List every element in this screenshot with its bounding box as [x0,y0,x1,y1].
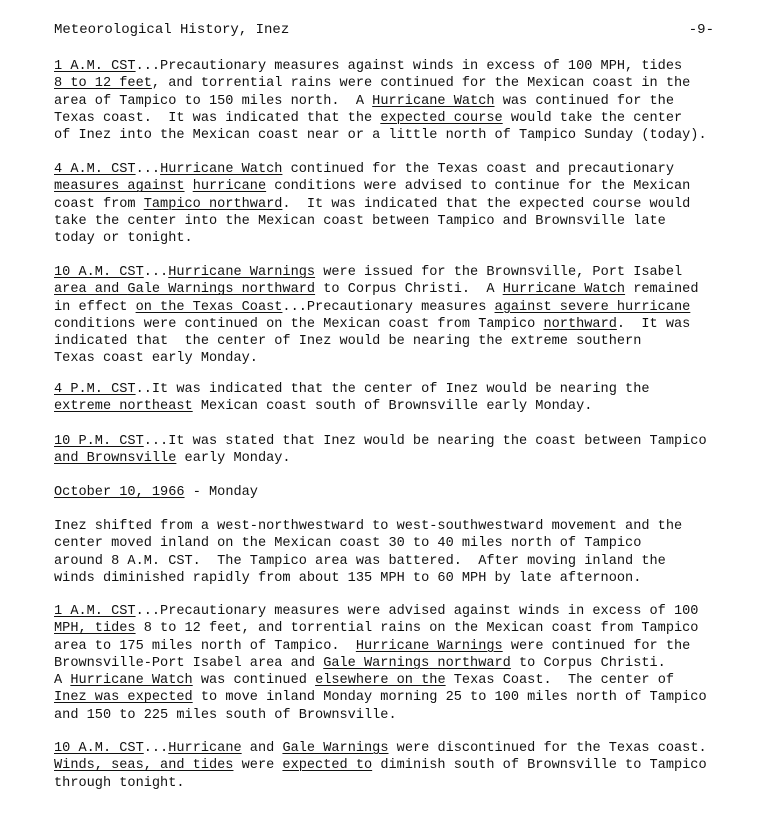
text-segment: . It was [616,316,691,332]
text-line [54,230,734,247]
underlined-text: northward [233,282,316,298]
text-line [54,127,734,144]
text-line [54,518,734,535]
underlined-text: Hurricane Watch [160,162,283,177]
text-segment: to move inland Monday morning 25 to 100 miles north of Tampico [192,690,707,706]
text-segment: Brownsville-Port Isabel area and [54,655,324,671]
text-segment: was continued for the [494,93,674,109]
underlined-text: 1 A.M. CST [54,59,136,74]
underlined-text: Gale Warnings [127,282,234,298]
text-segment: Texas Coast. The center of [445,673,675,689]
paragraph-4am-oct9 [54,161,734,247]
page-header [54,22,714,42]
text-segment: continued for the Texas coast and precautionary [282,162,675,177]
underlined-text: against severe hurricane [494,299,691,315]
text-line [54,316,734,333]
text-line [54,350,734,367]
text-line [54,196,734,213]
text-segment: was continued [192,673,316,689]
underlined-text: and Brownsville [54,451,177,467]
text-line [54,110,734,127]
underlined-text: Hurricane Watch [70,673,193,689]
text-segment: were [233,758,283,774]
text-line [54,178,734,195]
date-heading-oct10 [54,484,734,501]
text-segment: ... [135,162,161,177]
text-segment [185,179,193,194]
underlined-text: Hurricane [168,741,242,756]
paragraph-4pm-oct9 [54,381,734,416]
text-line [54,58,734,75]
text-line [54,689,734,706]
text-line [54,398,734,415]
underlined-text: Winds, seas, and tides [54,758,234,774]
text-segment: winds diminished rapidly from about 135 MPH to 60 MPH by late afternoon. [54,570,642,586]
text-line [54,264,734,281]
text-segment: of Inez into the Mexican coast near or a little north of Tampico Sunday (today). [54,128,707,144]
text-segment: ...Precautionary measures were advised against winds in excess of 100 [135,604,699,619]
underlined-text: expected to [282,758,373,774]
text-segment: Mexican coast south of Brownsville early Monday. [192,399,593,415]
underlined-text: Hurricane Warnings [168,265,316,280]
text-segment: ..It was indicated that the center of Inez would be nearing the [135,382,650,397]
text-line [54,161,734,178]
text-line [54,433,734,450]
text-line [54,672,734,689]
underlined-text: MPH, tides [54,621,136,637]
text-segment: remained [625,282,699,298]
text-line [54,75,734,92]
text-segment: were continued for the [502,638,691,654]
text-line [54,535,734,552]
text-segment: area to 175 miles north of Tampico. [54,638,356,654]
underlined-text: measures against [54,179,185,195]
text-segment: ... [143,265,169,280]
text-segment: through tonight. [54,775,185,791]
text-segment: ...Precautionary measures [282,299,495,315]
underlined-text: 10 A.M. CST [54,741,144,756]
text-segment: diminish south of Brownsville to Tampico [372,758,707,774]
underlined-text: 10 A.M. CST [54,265,144,280]
text-segment: to Corpus Christi. A [315,282,503,298]
text-segment: ...It was stated that Inez would be nearing the coast between Tampico [143,434,707,449]
underlined-text: Inez was expected [54,690,193,706]
text-line [54,707,734,724]
text-segment: - Monday [184,485,258,500]
text-segment: A [54,673,71,689]
text-line [54,553,734,570]
text-segment: Inez shifted from a west-northwestward to west-southwestward movement and the [54,519,683,534]
underlined-text: October 10, 1966 [54,485,185,500]
text-segment: were discontinued for the Texas coast. [388,741,707,756]
text-segment: and 150 to 225 miles south of Brownsville. [54,707,397,723]
text-segment: area of Tampico to 150 miles north. A [54,93,373,109]
text-segment: in effect [54,299,136,315]
text-segment: center moved inland on the Mexican coast 30 to 40 miles north of Tampico [54,536,642,552]
text-line [54,93,734,110]
underlined-text: northward [429,655,511,671]
text-line [54,213,734,230]
text-segment: would take the center [502,110,683,126]
underlined-text: Tampico northward [143,196,283,212]
underlined-text: hurricane [192,179,267,195]
text-segment: around 8 A.M. CST. The Tampico area was battered. After moving inland the [54,553,666,569]
underlined-text: Hurricane Watch [372,93,495,109]
text-segment: conditions were advised to continue for the Mexican [266,179,691,195]
text-line [54,281,734,298]
paragraph-oct10-summary [54,518,734,587]
paragraph-10am-oct9 [54,264,734,368]
text-segment: and [241,741,283,756]
text-segment: . It was indicated that the expected course would [282,196,691,212]
paragraph-1am-oct10 [54,603,734,724]
text-line [54,450,734,467]
text-segment: ... [143,741,169,756]
text-segment: indicated that the center of Inez would be nearing the extreme southern [54,334,642,350]
text-segment: coast from [54,196,144,212]
text-line [54,757,734,774]
text-line [54,638,734,655]
paragraph-1am-oct9 [54,58,734,144]
text-line [54,603,734,620]
underlined-text: Hurricane Warnings [355,638,503,654]
underlined-text: 1 A.M. CST [54,604,136,619]
text-segment: Texas coast early Monday. [54,351,258,367]
underlined-text: elsewhere on the [315,673,446,689]
text-segment: early Monday. [176,451,291,467]
text-line [54,484,734,501]
text-segment: were issued for the Brownsville, Port Isabel [315,265,683,280]
text-segment: , and torrential rains were continued for the Mexican coast in the [151,76,691,92]
underlined-text: 4 A.M. CST [54,162,136,177]
paragraph-10pm-oct9 [54,433,734,468]
text-line [54,570,734,587]
underlined-text: extreme northeast [54,399,193,415]
text-segment: today or tonight. [54,231,193,247]
text-segment: take the center into the Mexican coast between Tampico and Brownsville late [54,213,666,229]
underlined-text: northward [543,316,617,332]
text-line [54,381,734,398]
underlined-text: 4 P.M. CST [54,382,136,397]
underlined-text: Gale Warnings [323,655,430,671]
underlined-text: 8 to 12 feet [54,76,152,92]
underlined-text: on the Texas Coast [135,299,283,315]
underlined-text: expected course [380,110,503,126]
underlined-text: 10 P.M. CST [54,434,144,449]
document-title: Meteorological History, Inez [54,22,290,38]
text-segment: ...Precautionary measures against winds in excess of 100 MPH, tides [135,59,683,74]
text-line [54,299,734,316]
text-segment: 8 to 12 feet, and torrential rains on the Mexican coast from Tampico [135,621,699,637]
text-line [54,740,734,757]
page-number: -9- [688,22,714,38]
text-segment: Texas coast. It was indicated that the [54,110,381,126]
underlined-text: Gale Warnings [282,741,389,756]
text-line [54,775,734,792]
text-line [54,655,734,672]
paragraph-10am-oct10 [54,740,734,792]
underlined-text: area and [54,282,128,298]
underlined-text: Hurricane Watch [502,282,626,298]
text-segment: to Corpus Christi. [510,655,666,671]
text-line [54,333,734,350]
text-segment: conditions were continued on the Mexican coast from Tampico [54,316,544,332]
text-line [54,620,734,637]
